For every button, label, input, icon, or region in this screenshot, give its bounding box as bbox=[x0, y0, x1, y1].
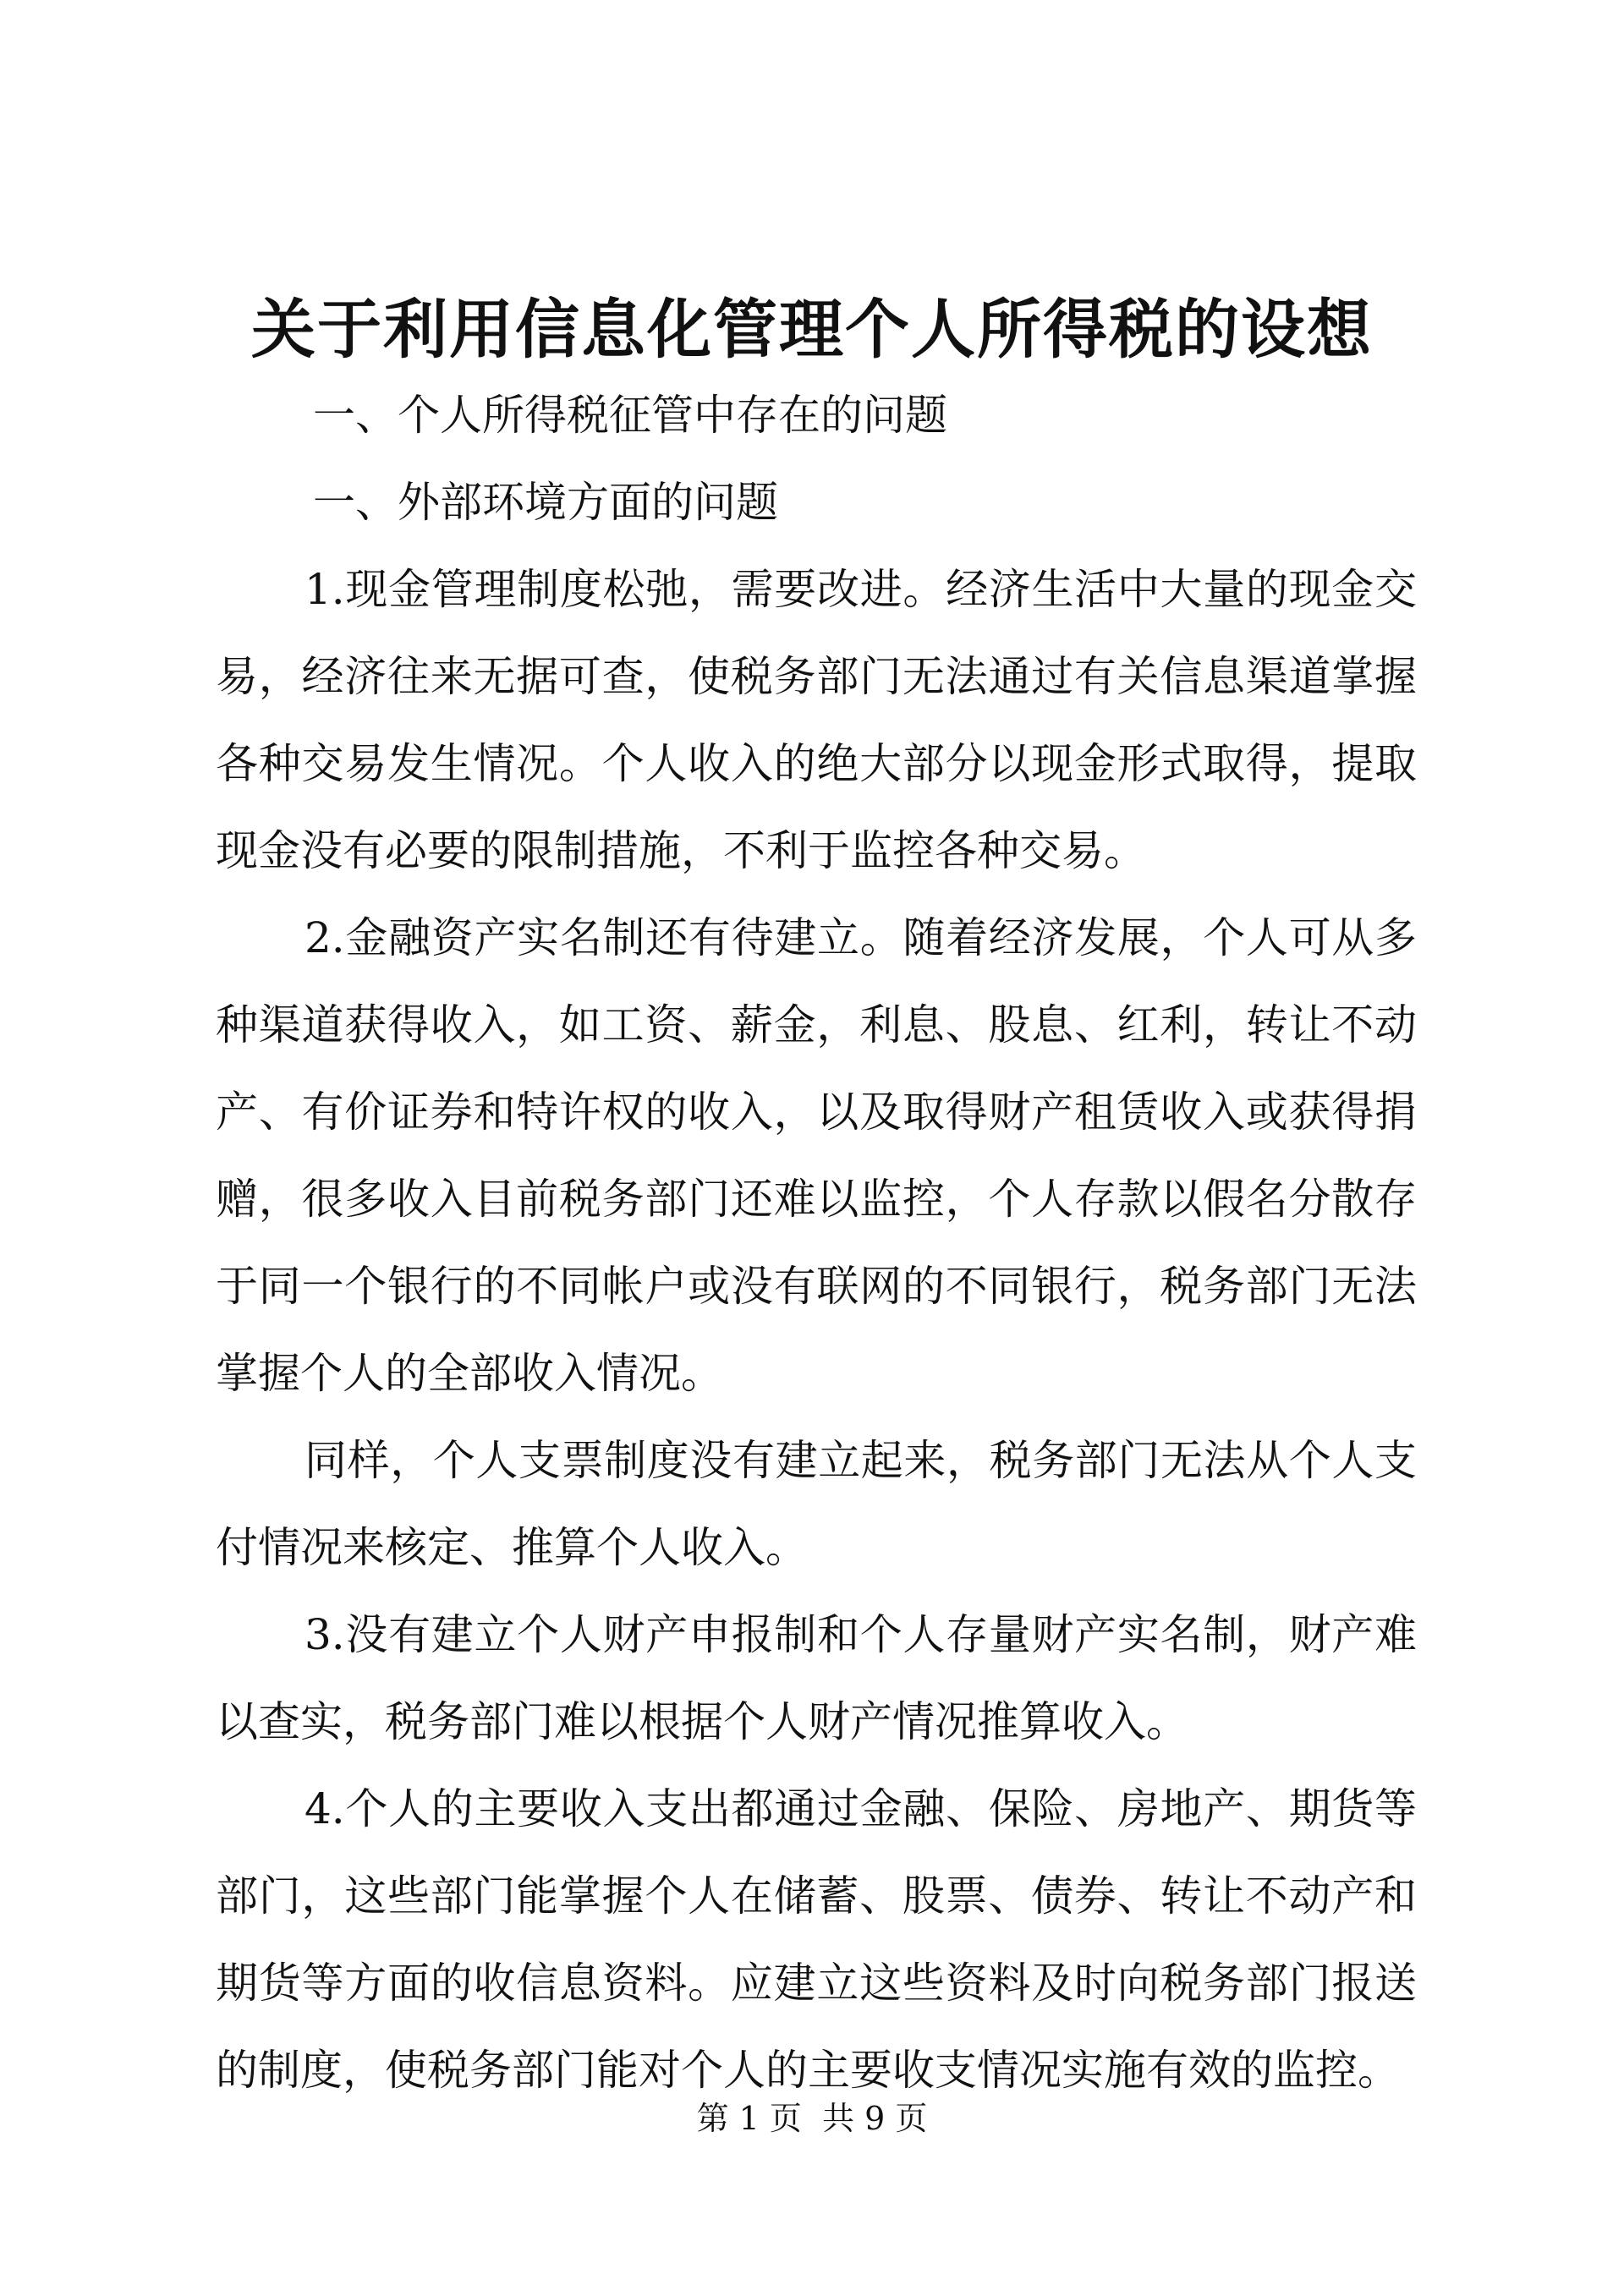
document-title: 关于利用信息化管理个人所得税的设想 bbox=[251, 292, 1373, 367]
paragraph-5: 4.个人的主要收入支出都通过金融、保险、房地产、期货等部门，这些部门能掌握个人在储蓄、股票、债券、转让不动产和期货等方面的收信息资料。应建立这些资料及时向税务部门报送的制度，使税务部门能对个人的主要收支情况实施有效的监控。 bbox=[216, 1784, 1417, 2095]
page-footer bbox=[0, 2093, 1624, 2144]
paragraph-2: 2.金融资产实名制还有待建立。随着经济发展，个人可从多种渠道获得收入，如工资、薪金，利息、股息、红利，转让不动产、有价证券和特许权的收入，以及取得财产租赁收入或获得捐赠，很多收入目前税务部门还难以监控，个人存款以假名分散存于同一个银行的不同帐户或没有联网的不同银行，税务部门无法掌握个人的全部收入情况。 bbox=[216, 913, 1417, 1398]
document-body bbox=[216, 372, 1417, 2114]
section-heading: 一、个人所得税征管中存在的问题 bbox=[313, 391, 947, 440]
page-number: 第 1 页 共 9 页 bbox=[696, 2100, 928, 2137]
paragraph-1: 1.现金管理制度松弛，需要改进。经济生活中大量的现金交易，经济往来无据可查，使税务部门无法通过有关信息渠道掌握各种交易发生情况。个人收入的绝大部分以现金形式取得，提取现金没有必要的限制措施，不利于监控各种交易。 bbox=[216, 565, 1417, 875]
paragraph-4: 3.没有建立个人财产申报制和个人存量财产实名制，财产难以查实，税务部门难以根据个人财产情况推算收入。 bbox=[216, 1610, 1417, 1746]
subsection-heading: 一、外部环境方面的问题 bbox=[313, 478, 778, 527]
paragraph-3: 同样，个人支票制度没有建立起来，税务部门无法从个人支付情况来核定、推算个人收入。 bbox=[216, 1436, 1417, 1572]
